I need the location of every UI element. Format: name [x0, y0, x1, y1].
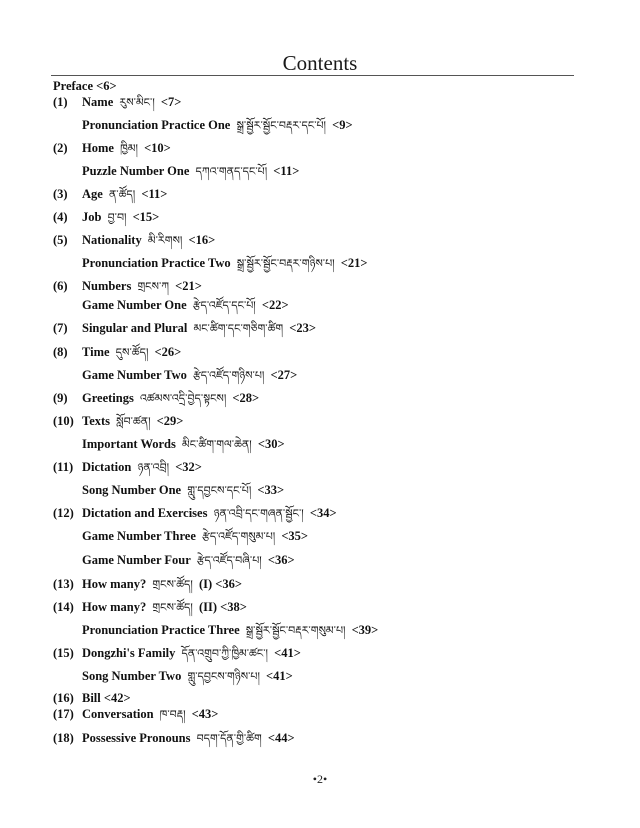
tibetan-title: ཉན་འབྲི། — [137, 461, 170, 474]
entry-title: Song Number One — [82, 483, 182, 497]
chapter-number: (6) — [53, 279, 68, 293]
entry-text — [82, 459, 202, 476]
chapter-number: (1) — [53, 95, 68, 109]
page-reference: <29> — [156, 414, 184, 428]
tibetan-title: གྲངས་ཚོད། — [152, 578, 193, 591]
chapter-number: (3) — [53, 187, 68, 201]
page-reference: <39> — [351, 623, 379, 637]
entry-text — [82, 278, 202, 295]
chapter-number: (9) — [53, 391, 68, 405]
entry-title: Preface — [53, 79, 94, 93]
chapter-number: (11) — [53, 460, 74, 474]
entry-text — [82, 436, 285, 453]
tibetan-title: སྒྲ་སྦྱོར་སྦྱོང་བརྡར་གསུམ་པ། — [245, 624, 346, 637]
entry-text — [82, 413, 183, 430]
entry-title: Dictation — [82, 460, 132, 474]
chapter-number: (8) — [53, 345, 68, 359]
entry-title: Conversation — [82, 707, 154, 721]
tibetan-title: ན་ཚོད། — [108, 188, 136, 201]
entry-title: Pronunciation Practice One — [82, 118, 231, 132]
page-title: Contents — [282, 51, 358, 75]
page-number: •2• — [312, 772, 328, 786]
page-reference: <6> — [96, 79, 117, 93]
entry-text — [82, 140, 171, 157]
chapter-number: (4) — [53, 210, 68, 224]
page-reference: <9> — [332, 118, 353, 132]
tibetan-title: དུས་ཚོད། — [115, 346, 149, 359]
entry-text — [82, 94, 181, 111]
page-reference: <30> — [257, 437, 285, 451]
entry-title: Home — [82, 141, 114, 155]
tibetan-title: རྩེད་འཛོད་གསུམ་པ། — [202, 530, 276, 543]
entry-text — [82, 297, 289, 314]
entry-title: Game Number Two — [82, 368, 187, 382]
entry-title: Dongzhi's Family — [82, 646, 176, 660]
entry-text — [82, 706, 218, 723]
page-reference: <43> — [191, 707, 219, 721]
chapter-number: (13) — [53, 577, 74, 591]
entry-text — [82, 117, 353, 134]
page-reference: <21> — [175, 279, 202, 293]
tibetan-title: གླུ་དབྱངས་དང་པོ། — [187, 484, 252, 497]
entry-text — [82, 552, 295, 569]
page-reference: <23> — [289, 321, 317, 335]
entry-text — [82, 344, 181, 361]
entry-text — [82, 599, 247, 616]
tibetan-title: དོན་འགྲུབ་ཀྱི་ཁྱིམ་ཚང་། — [181, 647, 268, 660]
entry-title: Song Number Two — [82, 669, 182, 683]
entry-title: Game Number One — [82, 298, 187, 312]
entry-title: Name — [82, 95, 114, 109]
page-reference: <35> — [281, 529, 309, 543]
entry-title: Singular and Plural — [82, 321, 188, 335]
tibetan-title: གྲངས་ཀ — [137, 280, 170, 293]
entry-part: (I) — [198, 577, 213, 591]
tibetan-title: མིང་ཚིག་གལ་ཆེན། — [182, 438, 252, 451]
page-reference: <21> — [340, 256, 368, 270]
page-reference: <34> — [309, 506, 337, 520]
chapter-number: (12) — [53, 506, 74, 520]
entry-text — [82, 730, 295, 747]
tibetan-title: ཉན་འབྲི་དང་གཞན་སྦྱོང་། — [213, 507, 304, 520]
entry-title: How many? — [82, 577, 147, 591]
tibetan-title: གླུ་དབྱངས་གཉིས་པ། — [187, 670, 260, 683]
entry-text — [82, 390, 259, 407]
tibetan-title: སྒྲ་སྦྱོར་སྦྱོང་བརྡར་གཉིས་པ། — [236, 257, 335, 270]
entry-title: Bill — [82, 691, 101, 705]
tibetan-title: རྩེད་འཛོད་བཞི་པ། — [196, 554, 262, 567]
page-reference: <41> — [266, 669, 293, 683]
entry-title: Game Number Four — [82, 553, 191, 567]
entry-title: Greetings — [82, 391, 134, 405]
entry-title: Possessive Pronouns — [82, 731, 191, 745]
page-reference: <36> — [215, 577, 243, 591]
entry-text — [82, 255, 367, 272]
entry-text — [82, 320, 316, 337]
entry-text — [82, 645, 301, 662]
tibetan-title: སྒྲ་སྦྱོར་སྦྱོང་བརྡར་དང་པོ། — [236, 119, 326, 132]
page-reference: <28> — [232, 391, 260, 405]
entry-title: How many? — [82, 600, 147, 614]
tibetan-title: འཚམས་འདྲི་བྱེད་སྟངས། — [139, 392, 227, 405]
entry-text — [82, 209, 159, 226]
page-reference: <44> — [267, 731, 295, 745]
tibetan-title: ཁ་བརྡ། — [159, 708, 186, 721]
tibetan-title: གྲངས་ཚོད། — [152, 601, 193, 614]
entry-title: Puzzle Number One — [82, 164, 190, 178]
tibetan-title: བྱ་བ། — [107, 211, 127, 224]
page-reference: <26> — [154, 345, 182, 359]
tibetan-title: རྩེད་འཛོད་གཉིས་པ། — [192, 369, 265, 382]
tibetan-title: དཀའ་གནད་དང་པོ། — [195, 165, 268, 178]
page-reference: <27> — [270, 368, 298, 382]
page-reference: <36> — [267, 553, 295, 567]
tibetan-title: ཁྱིམ། — [120, 142, 138, 155]
page-reference: <11> — [273, 164, 300, 178]
entry-title: Numbers — [82, 279, 132, 293]
entry-text — [82, 232, 215, 249]
entry-title: Pronunciation Practice Three — [82, 623, 240, 637]
entry-text — [82, 528, 308, 545]
page-reference: <41> — [274, 646, 301, 660]
page-reference: <11> — [141, 187, 168, 201]
page-reference: <15> — [132, 210, 160, 224]
page-reference: <38> — [220, 600, 247, 614]
entry-title: Job — [82, 210, 102, 224]
chapter-number: (2) — [53, 141, 68, 155]
entry-part: (II) — [198, 600, 218, 614]
entry-title: Nationality — [82, 233, 142, 247]
entry-text — [82, 668, 293, 685]
entry-title: Pronunciation Practice Two — [82, 256, 231, 270]
chapter-number: (16) — [53, 691, 74, 705]
entry-title: Game Number Three — [82, 529, 196, 543]
entry-title: Important Words — [82, 437, 176, 451]
entry-text — [82, 505, 337, 522]
chapter-number: (15) — [53, 646, 74, 660]
entry-text — [53, 78, 117, 94]
entry-title: Dictation and Exercises — [82, 506, 208, 520]
entry-text — [82, 482, 284, 499]
chapter-number: (5) — [53, 233, 68, 247]
entry-title: Age — [82, 187, 103, 201]
entry-text — [82, 367, 297, 384]
entry-text — [82, 163, 299, 180]
page-reference: <7> — [160, 95, 182, 109]
entry-title: Time — [82, 345, 110, 359]
page-reference: <16> — [188, 233, 216, 247]
entry-title: Texts — [82, 414, 111, 428]
entry-text — [82, 576, 242, 593]
entry-text — [82, 690, 131, 706]
tibetan-title: རུས་མིང་། — [119, 96, 155, 109]
chapter-number: (10) — [53, 414, 74, 428]
page-reference: <32> — [175, 460, 202, 474]
tibetan-title: བདག་དོན་གྱི་ཚིག — [196, 732, 262, 745]
entry-text — [82, 622, 378, 639]
tibetan-title: སློབ་ཚན། — [116, 415, 151, 428]
chapter-number: (7) — [53, 321, 68, 335]
page-reference: <10> — [144, 141, 171, 155]
chapter-number: (14) — [53, 600, 74, 614]
page-reference: <22> — [261, 298, 289, 312]
page-reference: <42> — [103, 691, 131, 705]
tibetan-title: མི་རིགས། — [147, 234, 183, 247]
entry-text — [82, 186, 167, 203]
chapter-number: (18) — [53, 731, 74, 745]
page-reference: <33> — [257, 483, 285, 497]
chapter-number: (17) — [53, 707, 74, 721]
tibetan-title: རྩེད་འཛོད་དང་པོ། — [192, 299, 256, 312]
tibetan-title: མང་ཚིག་དང་གཅིག་ཚིག — [193, 322, 284, 335]
